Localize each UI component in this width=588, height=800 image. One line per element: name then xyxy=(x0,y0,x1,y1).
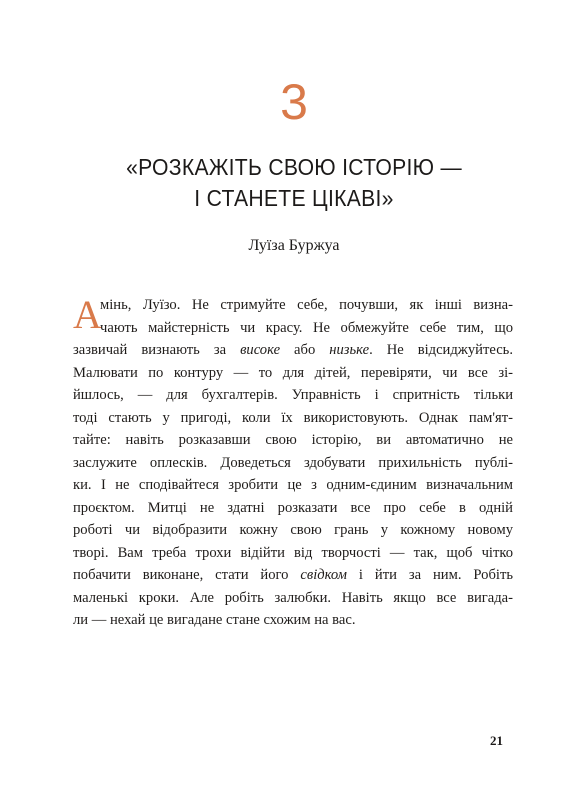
text-line: ки. І не сподівайтеся зробити це з одним-єдиним визначальним xyxy=(73,477,513,493)
text-line: йшлось, — для бухгалтерів. Управність і спритність тільки xyxy=(73,387,513,403)
text-line xyxy=(73,564,513,587)
text-line: мінь, Луїзо. Не стримуйте себе, почувши, як інші визна- xyxy=(100,297,513,313)
text-line: ли — нехай це вигадане стане схожим на вас. xyxy=(73,612,356,628)
page-number: 21 xyxy=(490,733,503,748)
text-segment: зазвичай визнають за xyxy=(73,342,227,358)
chapter-title-line-2: І СТАНЕТЕ ЦІКАВІ» xyxy=(194,185,394,211)
text-line: тайте: навіть розказавши свою історію, ви автоматично не xyxy=(73,432,513,448)
chapter-title xyxy=(60,152,527,214)
emphasis: свідком xyxy=(300,567,347,583)
chapter-author: Луїза Буржуа xyxy=(248,237,340,254)
text-segment: . Не відсиджуйтесь. xyxy=(369,342,513,358)
chapter-number: 3 xyxy=(280,74,308,130)
text-line: чають майстерність чи красу. Не обмежуйте себе тим, що xyxy=(100,319,513,336)
text-line: заслужите оплесків. Доведеться здобувати прихильність публі- xyxy=(73,454,513,471)
emphasis: високе xyxy=(240,342,281,358)
text-line: тоді стають у пригоді, коли їх використовують. Однак пам'ят- xyxy=(73,409,513,426)
drop-cap: А xyxy=(73,292,102,337)
text-line: творі. Вам треба трохи відійти від творчості — так, щоб чітко xyxy=(73,544,513,561)
body-paragraph xyxy=(73,294,513,632)
emphasis: низьке xyxy=(329,342,370,358)
text-line: маленькі кроки. Але робіть залюбки. Навіть якщо все вигада- xyxy=(73,589,513,606)
text-segment: побачити виконане, стати його xyxy=(73,567,289,583)
text-line xyxy=(73,339,513,362)
text-line: роботі чи відобразити кожну свою грань у кожному новому xyxy=(73,522,513,538)
text-segment: або xyxy=(294,342,316,358)
chapter-title-line-1: «РОЗКАЖІТЬ СВОЮ ІСТОРІЮ — xyxy=(126,154,462,180)
text-line: Малювати по контуру — то для дітей, перевіряти, чи все зі- xyxy=(73,364,513,381)
text-segment: і йти за ним. Робіть xyxy=(358,567,513,583)
text-line: проєктом. Митці не здатні розказати все про себе в одній xyxy=(73,499,513,516)
